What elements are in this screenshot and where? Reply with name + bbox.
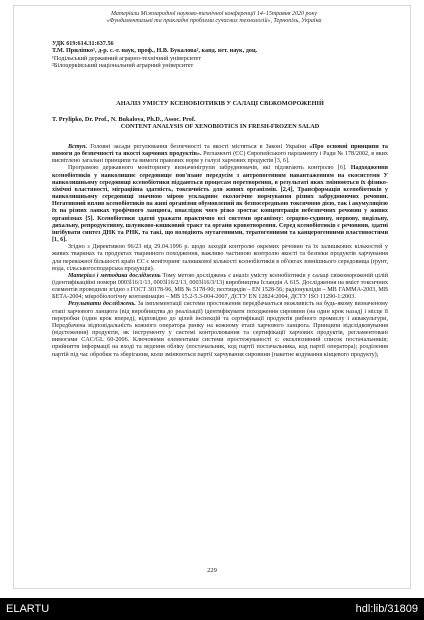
intro-text-b: Регламенті (ЄС) Європейського парламенту і Ради № 178/2002, в яких висвітлено загальні принципи та вимоги правових норм у галузі харчових продуктів [3, 6]. (52, 151, 388, 165)
results-lead: Результати досліджень. (68, 301, 136, 308)
affiliation-2: ²Білоцерківський національний аграрний університет (52, 62, 194, 70)
monitoring-bold-2: Ксенобіотики здатні уражати практично всі системи організму: серцево-судинну, нервову, видільну, дихальну, репродуктивну, шлунково-кишковий тракт та органи кровотворення. Серед ксенобіотиків є речовини, здатні інгібувати синтез ДНК та РНК, та такі, що володіють мутагенними, тератогенними та канцерогенними властивостями [1, 6]. (52, 215, 389, 244)
header-line-2: «Фундаментальні та прикладні проблеми сучасних технологій», Тернопіль, Україна (106, 18, 322, 24)
article-body (52, 144, 388, 359)
intro-law-name: «Про основні принципи та вимоги до безпечності та якості харчових продуктів». (52, 144, 389, 158)
methods-lead: Матеріал і методика досліджень (68, 272, 161, 279)
authors-en: T. Prylipko, Dr. Prof., N. Bukalova, Ph.D., Assoc. Prof. (52, 116, 196, 123)
intro-text-a: Головні засади регулювання безпечності та якості містяться в Законі України (87, 144, 310, 150)
document-page (14, 6, 410, 588)
monitoring-text: Програмою державного моніторингу визначенігрупи забруднювачів, які підлягають контролю [6]. (68, 165, 351, 172)
repository-footer (0, 598, 424, 620)
repository-name: ELARTU (6, 603, 50, 615)
header-line-1: Матеріали Міжнародної науково-технічної конференції 14–15травня 2020 року (110, 11, 318, 17)
affiliation-1: ¹Подільський державний аграрно-технічний університет (52, 54, 202, 62)
article-meta (52, 40, 388, 70)
paragraph-monitoring (52, 165, 388, 244)
article-title-en: CONTENT ANALYSIS OF XENOBIOTICS IN FRESH-FROZEN SALAD (120, 123, 320, 131)
english-block (52, 116, 388, 131)
methods-text: Тому метою досліджень є аналіз умісту ксенобіотиків у салаці свіжомороженій цілій (ідентифікаційні номери 0003l16/1/13, 0003l16/2/13, 0003l16/3/13) виробництва Ісландія А 615. Дослідження на вміст токсичних елементів проводили згідно з ГОСТ 30178-96, МВ № 5178-90; пестицидів – EN 1528-56; радіонуклідів – МВ ГАММА-2003, МВ БЕТА-2004; мікробіологічну контамінацію – МВ 15.2-5.3-004-2007, ДСТУ EN 12824:2004, ДСТУ ISO 11290-1:2003. (52, 272, 389, 301)
paragraph-intro (52, 144, 388, 165)
paragraph-methods (52, 273, 388, 302)
monitoring-bold: Надходження ксенобіотиків у навколишнє середовище пов'язане передусім з антропогенним навантаженням на екосистеми У навколишньому середовищі ксенобіотики піддаються процесам перетворення, в результаті яких змінюються їх фізико-хімічні властивості, міграційна здатність, токсичність для живих організмів. [2,4], Трансформація ксенобіотиків у навколишньому середовищі значною мірою ускладнює екологічне нормування різних забруднюючих речовин. Негативний вплив ксенобіотиків на живі організми обумовлений як безпосередньою токсичною дією, так і акумуляцією їх на різних ланках трофічного ланцюга, внаслідок чого різко зростає концентрація небезпечних речовин у живих організмах [5]. (52, 165, 388, 222)
authors-ua: Т.М. Приліпко¹, д-р. с.-г. наук, проф., Н.В. Букалова², канд. вет. наук, доц. (52, 47, 258, 55)
results-text: За імплементації системи простеження передбачається можливість на будь-якому визначеному етапі харчового ланцюга (від виробництва до реалізації) ідентифікувати походження сировини (на один крок назад) і місце її переробки (один крок вперед), відповідно до цілей інспекцій та сертифікації продуктів рибного промислу і аквакультури, Передбачена відповідальність кожного оператора ринку на кожному етапі харчового ланцюга. Принципи відслідковування (відстеження) продуктів, як інструменту у системі контролювання та сертифікації харчових продуктів, регламентовані вимогами CAC/GL 60-2006. Ключовими елементами системи простежуваності є: ексклюзивний список постачальників; прийняття інформації на вході та ведення обліку (постачальник, код партії постачальника, код партії оператора); розділення партій під час обробки та зберігання, коли змінюються партії харчування сировини (пакетне кодування кінцевого продукту); (52, 301, 388, 358)
paragraph-directive: Згідно з Директивою 96/23 від 29.04.1996 р. щодо заходів контролю окремих речовин та їх залишкових кількостей у живих тваринах та продуктах тваринного походження, важливо частиною контролю якості та безпеки продуктів харчування для переважної більшості країн ЄС є моніторинг залишкової кількості ксенобіотиків в об'єктах зовнішнього середовища (ґрунт, вода, сільськогосподарська продукція). (52, 244, 388, 272)
intro-lead: Вступ. (68, 144, 88, 150)
handle-id: hdl:lib/31809 (355, 603, 418, 615)
article-title-ua: АНАЛІЗ УМІСТУ КСЕНОБІОТИКІВ У САЛАЦІ СВІЖОМОРОЖЕНІЙ (116, 100, 324, 107)
conference-header (52, 11, 376, 25)
udk-code: УДК 619:614.31:637.56 (52, 40, 114, 47)
page-number: 229 (207, 567, 217, 574)
paragraph-results (52, 301, 388, 358)
